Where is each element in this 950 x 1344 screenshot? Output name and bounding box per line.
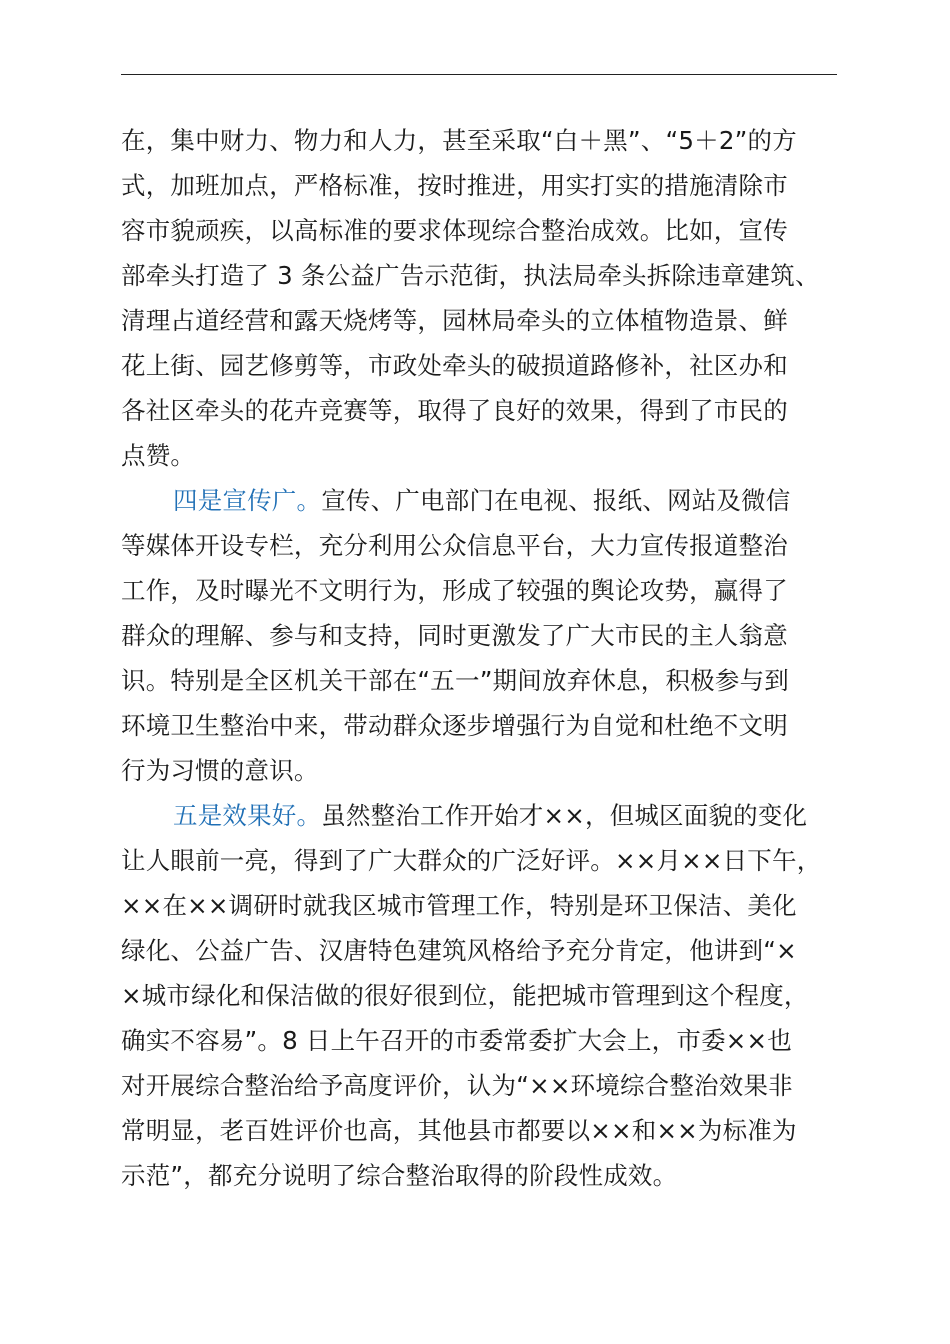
section-4-line: 行为习惯的意识。	[121, 756, 319, 785]
paragraph-line: 清理占道经营和露天烧烤等，园林局牵头的立体植物造景、鲜	[121, 306, 788, 335]
paragraph-line: 容市貌顽疾，以高标准的要求体现综合整治成效。比如，宣传	[121, 216, 788, 245]
section-4-heading: 四是宣传广。	[173, 486, 322, 515]
header-rule	[121, 74, 837, 75]
section-5-line: 让人眼前一亮，得到了广大群众的广泛好评。××月××日下午，	[121, 846, 822, 875]
paragraph-line: 部牵头打造了 3 条公益广告示范街，执法局牵头拆除违章建筑、	[121, 261, 820, 290]
section-5-line: ×城市绿化和保洁做的很好很到位，能把城市管理到这个程度，	[121, 981, 809, 1010]
section-4-line: 识。特别是全区机关干部在“五一”期间放弃休息，积极参与到	[121, 666, 789, 695]
section-4-line: 环境卫生整治中来，带动群众逐步增强行为自觉和杜绝不文明	[121, 711, 788, 740]
section-5-line: 绿化、公益广告、汉唐特色建筑风格给予充分肯定，他讲到“×	[121, 936, 797, 965]
paragraph-line: 各社区牵头的花卉竞赛等，取得了良好的效果，得到了市民的	[121, 396, 788, 425]
section-5-first-line	[121, 793, 837, 838]
paragraph-line: 在，集中财力、物力和人力，甚至采取“白＋黑”、“5＋2”的方	[121, 126, 797, 155]
section-5-line: 示范”，都充分说明了综合整治取得的阶段性成效。	[121, 1161, 678, 1190]
section-5-line: ××在××调研时就我区城市管理工作，特别是环卫保洁、美化	[121, 891, 797, 920]
section-4-first-line	[121, 478, 837, 523]
paragraph-line: 花上街、园艺修剪等，市政处牵头的破损道路修补，社区办和	[121, 351, 788, 380]
section-4-line: 工作，及时曝光不文明行为，形成了较强的舆论攻势，赢得了	[121, 576, 788, 605]
section-5-line: 常明显，老百姓评价也高，其他县市都要以××和××为标准为	[121, 1116, 797, 1145]
section-4-first-line-text: 宣传、广电部门在电视、报纸、网站及微信	[321, 486, 791, 515]
document-body	[121, 118, 837, 1198]
section-4-line: 群众的理解、参与和支持，同时更激发了广大市民的主人翁意	[121, 621, 788, 650]
paragraph-line: 式，加班加点，严格标准，按时推进，用实打实的措施清除市	[121, 171, 788, 200]
section-4-line: 等媒体开设专栏，充分利用公众信息平台，大力宣传报道整治	[121, 531, 788, 560]
section-5-heading: 五是效果好。	[173, 801, 322, 830]
section-5-first-line-text: 虽然整治工作开始才××，但城区面貌的变化	[321, 801, 808, 830]
section-5-line: 对开展综合整治给予高度评价，认为“××环境综合整治效果非	[121, 1071, 793, 1100]
paragraph-line: 点赞。	[121, 441, 196, 470]
section-5-line: 确实不容易”。8 日上午召开的市委常委扩大会上，市委××也	[121, 1026, 792, 1055]
